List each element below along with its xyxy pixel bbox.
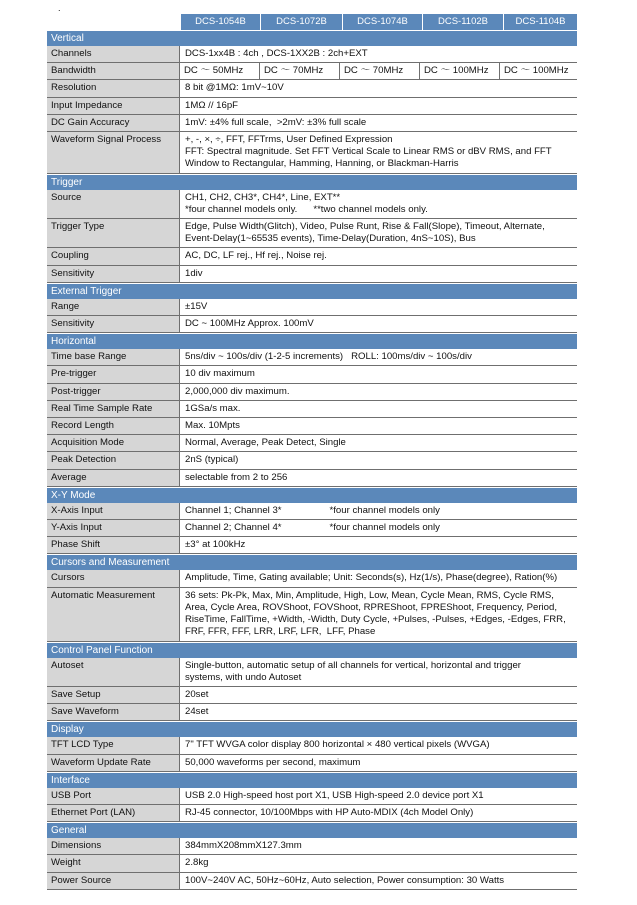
spec-value-line: 8 bit @1MΩ: 1mV~10V xyxy=(185,82,284,94)
spec-value-line: FFT: Spectral magnitude. Set FFT Vertical Scale to Linear RMS or dBV RMS, and FFT xyxy=(185,146,552,158)
spec-value-line: Amplitude, Time, Gating available; Unit: Seconds(s), Hz(1/s), Phase(degree), Ration(%) xyxy=(185,572,558,584)
spec-value-line: 7" TFT WVGA color display 800 horizontal × 480 vertical pixels (WVGA) xyxy=(185,739,490,751)
spec-label: Bandwidth xyxy=(47,63,180,79)
spec-label: Acquisition Mode xyxy=(47,435,180,451)
model-header-0: DCS-1054B xyxy=(180,14,260,30)
spec-label: DC Gain Accuracy xyxy=(47,115,180,131)
spec-value xyxy=(180,452,577,468)
spec-label: Cursors xyxy=(47,570,180,586)
spec-value-line: 2.8kg xyxy=(185,857,209,869)
spec-value-line: 2nS (typical) xyxy=(185,454,239,466)
spec-value xyxy=(180,658,577,686)
spec-row xyxy=(47,537,577,554)
spec-value-line: 20set xyxy=(185,688,209,700)
spec-value xyxy=(180,737,577,753)
spec-row xyxy=(47,704,577,721)
spec-value-cell: DC ～ 70MHz xyxy=(259,63,339,79)
spec-label: Source xyxy=(47,190,180,218)
spec-value-line: AC, DC, LF rej., Hf rej., Noise rej. xyxy=(185,250,327,262)
model-header-1: DCS-1072B xyxy=(260,14,342,30)
spec-row xyxy=(47,855,577,872)
spec-value xyxy=(180,570,577,586)
spec-row xyxy=(47,570,577,587)
spec-value xyxy=(180,316,577,332)
spec-label: Average xyxy=(47,470,180,486)
spec-value xyxy=(180,266,577,282)
spec-value-line: ±15V xyxy=(185,300,208,312)
spec-value-line: Single-button, automatic setup of all channels for vertical, horizontal and trigger xyxy=(185,659,521,671)
spec-label: X-Axis Input xyxy=(47,503,180,519)
spec-value xyxy=(180,503,577,519)
spec-label: Channels xyxy=(47,46,180,62)
spec-value xyxy=(180,299,577,315)
spec-label: USB Port xyxy=(47,788,180,804)
spec-value xyxy=(180,755,577,771)
model-header-row xyxy=(180,14,577,30)
spec-label: Ethernet Port (LAN) xyxy=(47,805,180,821)
model-header-2: DCS-1074B xyxy=(342,14,422,30)
section-header: Trigger xyxy=(47,174,577,190)
section-header: External Trigger xyxy=(47,283,577,299)
spec-label: Record Length xyxy=(47,418,180,434)
spec-table xyxy=(47,14,577,890)
spec-value xyxy=(180,366,577,382)
spec-value-line: 5ns/div ~ 100s/div (1-2-5 increments) ROLL: 100ms/div ~ 100s/div xyxy=(185,351,472,363)
spec-row xyxy=(47,46,577,63)
model-header-3: DCS-1102B xyxy=(422,14,503,30)
spec-value xyxy=(180,873,577,889)
spec-value xyxy=(180,788,577,804)
spec-value-line: Max. 10Mpts xyxy=(185,420,240,432)
spec-value xyxy=(180,349,577,365)
spec-value xyxy=(180,855,577,871)
spec-value-line: Area, Cycle Area, ROVShoot, FOVShoot, RPREShoot, FPREShoot, Frequency, Period, xyxy=(185,601,558,613)
spec-label: Power Source xyxy=(47,873,180,889)
spec-label: Pre-trigger xyxy=(47,366,180,382)
section-header: X-Y Mode xyxy=(47,487,577,503)
spec-value xyxy=(180,132,577,173)
spec-label: Dimensions xyxy=(47,838,180,854)
spec-value-line: RiseTime, FallTime, +Width, -Width, Duty Cycle, +Pulses, -Pulses, +Edges, -Edges, FRR, xyxy=(185,614,566,626)
spec-row xyxy=(47,470,577,487)
spec-value xyxy=(180,190,577,218)
spec-value xyxy=(180,219,577,247)
spec-value xyxy=(180,687,577,703)
spec-value xyxy=(180,401,577,417)
spec-value-cell: DC ～ 50MHz xyxy=(184,65,244,77)
spec-value-line: 100V~240V AC, 50Hz~60Hz, Auto selection, Power consumption: 30 Watts xyxy=(185,874,505,886)
section-header: Control Panel Function xyxy=(47,642,577,658)
spec-value xyxy=(180,418,577,434)
spec-label: Real Time Sample Rate xyxy=(47,401,180,417)
spec-row xyxy=(47,805,577,822)
page-mark: . xyxy=(58,3,61,13)
spec-value xyxy=(180,704,577,720)
spec-row xyxy=(47,687,577,704)
spec-label: Peak Detection xyxy=(47,452,180,468)
spec-value xyxy=(180,115,577,131)
spec-label: Weight xyxy=(47,855,180,871)
spec-value-line: Channel 2; Channel 4* *four channel models only xyxy=(185,522,440,534)
spec-label: Resolution xyxy=(47,80,180,96)
spec-row xyxy=(47,838,577,855)
spec-row xyxy=(47,190,577,219)
spec-value-line: 2,000,000 div maximum. xyxy=(185,385,290,397)
model-header-4: DCS-1104B xyxy=(503,14,577,30)
spec-row xyxy=(47,80,577,97)
spec-row xyxy=(47,737,577,754)
spec-label: Time base Range xyxy=(47,349,180,365)
spec-row xyxy=(47,63,577,80)
spec-value-line: Normal, Average, Peak Detect, Single xyxy=(185,437,346,449)
spec-row xyxy=(47,452,577,469)
spec-value-line: 1mV: ±4% full scale, >2mV: ±3% full scale xyxy=(185,116,367,128)
spec-row xyxy=(47,384,577,401)
spec-row xyxy=(47,401,577,418)
spec-value xyxy=(180,80,577,96)
spec-value xyxy=(180,435,577,451)
spec-value xyxy=(180,537,577,553)
spec-label: Phase Shift xyxy=(47,537,180,553)
spec-row xyxy=(47,366,577,383)
spec-label: Waveform Update Rate xyxy=(47,755,180,771)
spec-value-line: CH1, CH2, CH3*, CH4*, Line, EXT** xyxy=(185,191,341,203)
spec-value-line: Window to Rectangular, Hamming, Hanning, or Blackman-Harris xyxy=(185,158,459,170)
spec-value-line: ±3° at 100kHz xyxy=(185,539,246,551)
spec-row xyxy=(47,520,577,537)
spec-row xyxy=(47,299,577,316)
section-header: Interface xyxy=(47,772,577,788)
spec-value-line: DC ~ 100MHz Approx. 100mV xyxy=(185,318,314,330)
spec-row xyxy=(47,115,577,132)
spec-value xyxy=(180,46,577,62)
spec-row xyxy=(47,873,577,890)
spec-label: Save Setup xyxy=(47,687,180,703)
spec-label: Trigger Type xyxy=(47,219,180,247)
spec-label: Post-trigger xyxy=(47,384,180,400)
spec-label: Automatic Measurement xyxy=(47,588,180,641)
spec-value-line: selectable from 2 to 256 xyxy=(185,471,288,483)
spec-row xyxy=(47,98,577,115)
spec-value-line: Edge, Pulse Width(Glitch), Video, Pulse Runt, Rise & Fall(Slope), Timeout, Alternate, xyxy=(185,221,545,233)
spec-value xyxy=(180,805,577,821)
spec-label: Y-Axis Input xyxy=(47,520,180,536)
spec-value xyxy=(180,838,577,854)
spec-value-line: 36 sets: Pk-Pk, Max, Min, Amplitude, High, Low, Mean, Cycle Mean, RMS, Cycle RMS, xyxy=(185,589,554,601)
spec-value-line: 1GSa/s max. xyxy=(185,402,241,414)
spec-value-cells xyxy=(180,63,577,79)
spec-value-line: systems, with undo Autoset xyxy=(185,671,302,683)
spec-label: Sensitivity xyxy=(47,316,180,332)
spec-row xyxy=(47,658,577,687)
spec-value-line: 384mmX208mmX127.3mm xyxy=(185,840,302,852)
spec-value xyxy=(180,470,577,486)
spec-value xyxy=(180,384,577,400)
spec-value-line: 1div xyxy=(185,267,203,279)
spec-value-cell: DC ～ 100MHz xyxy=(419,63,499,79)
spec-row xyxy=(47,435,577,452)
spec-row xyxy=(47,316,577,333)
spec-value xyxy=(180,248,577,264)
spec-value xyxy=(180,588,577,641)
spec-table-body xyxy=(47,30,577,890)
spec-row xyxy=(47,248,577,265)
spec-label: Save Waveform xyxy=(47,704,180,720)
spec-label: Autoset xyxy=(47,658,180,686)
spec-label: Sensitivity xyxy=(47,266,180,282)
spec-value-line: USB 2.0 High-speed host port X1, USB High-speed 2.0 device port X1 xyxy=(185,789,484,801)
spec-row xyxy=(47,219,577,248)
spec-row xyxy=(47,349,577,366)
section-header: Display xyxy=(47,721,577,737)
spec-label: Waveform Signal Process xyxy=(47,132,180,173)
spec-label: Input Impedance xyxy=(47,98,180,114)
section-header: Cursors and Measurement xyxy=(47,554,577,570)
spec-value-line: Event-Delay(1~65535 events), Time-Delay(Duration, 4nS~10S), Bus xyxy=(185,233,476,245)
spec-value-line: RJ-45 connector, 10/100Mbps with HP Auto-MDIX (4ch Model Only) xyxy=(185,806,474,818)
spec-value-line: 10 div maximum xyxy=(185,368,255,380)
spec-row xyxy=(47,588,577,642)
section-header: General xyxy=(47,822,577,838)
spec-value-line: DCS-1xx4B : 4ch , DCS-1XX2B : 2ch+EXT xyxy=(185,48,368,59)
section-header: Horizontal xyxy=(47,333,577,349)
spec-label: Range xyxy=(47,299,180,315)
spec-row xyxy=(47,418,577,435)
spec-row xyxy=(47,266,577,283)
spec-value xyxy=(180,520,577,536)
spec-value-cell: DC ～ 100MHz xyxy=(499,63,577,79)
spec-value-line: 1MΩ // 16pF xyxy=(185,99,239,111)
spec-label: TFT LCD Type xyxy=(47,737,180,753)
spec-value xyxy=(180,98,577,114)
spec-row xyxy=(47,503,577,520)
section-header: Vertical xyxy=(47,30,577,46)
spec-label: Coupling xyxy=(47,248,180,264)
spec-value-line: *four channel models only. **two channel models only. xyxy=(185,203,428,215)
spec-row xyxy=(47,132,577,174)
spec-value-cell: DC ～ 70MHz xyxy=(339,63,419,79)
spec-row xyxy=(47,755,577,772)
spec-value-line: FRF, FFR, FFF, LRR, LRF, LFR, LFF, Phase xyxy=(185,626,376,638)
spec-row xyxy=(47,788,577,805)
spec-value-line: 24set xyxy=(185,706,209,718)
spec-value-line: Channel 1; Channel 3* *four channel models only xyxy=(185,504,440,516)
spec-value-line: 50,000 waveforms per second, maximum xyxy=(185,756,361,768)
spec-value-line: +, -, ×, ÷, FFT, FFTrms, User Defined Expression xyxy=(185,134,393,146)
